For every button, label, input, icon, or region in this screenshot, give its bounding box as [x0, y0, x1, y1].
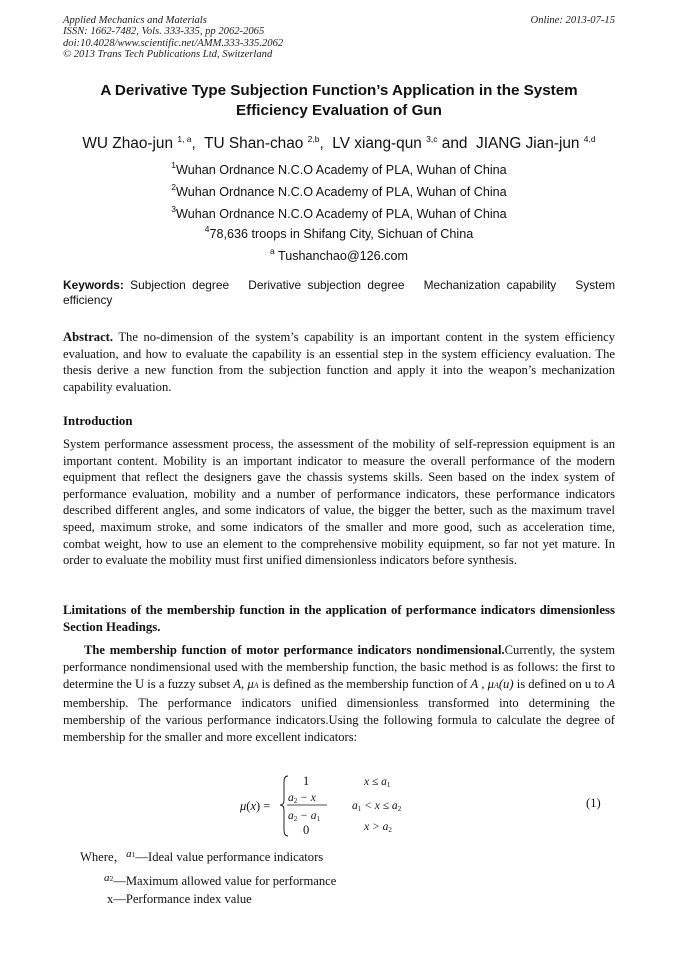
affiliation-text: Wuhan Ordnance N.C.O Academy of PLA, Wuhan of China	[176, 163, 507, 177]
case-condition: a1 < x ≤ a2	[352, 800, 402, 813]
author-mark: 4,d	[583, 134, 596, 144]
case-value: 0	[303, 823, 310, 837]
fuzzy-subset-symbol: A	[470, 677, 479, 692]
equation-lhs: μ(x) =	[240, 799, 271, 813]
affiliation-mark: 2	[171, 182, 177, 192]
case-condition: x > a2	[364, 821, 392, 834]
membership-equation	[230, 772, 430, 838]
author-separator: ,	[191, 135, 201, 152]
mu-symbol: μA(u)	[487, 677, 514, 692]
definition-text: —Performance index value	[113, 892, 252, 906]
paragraph-text: Currently, the system performance nondimensional used with the membership function, the basic method is as follows: the first to determine the U is a fuzzy subset	[63, 643, 615, 692]
definition-text: —Ideal value performance indicators	[135, 850, 324, 864]
online-date: Online: 2013-07-15	[530, 15, 615, 26]
abstract	[63, 329, 615, 395]
author-list	[50, 129, 628, 154]
affiliation-text: Wuhan Ordnance N.C.O Academy of PLA, Wuhan of China	[176, 207, 507, 221]
affiliation	[63, 221, 615, 242]
journal-name: Applied Mechanics and Materials	[63, 15, 207, 26]
symbol-a1: a1	[126, 848, 136, 860]
paragraph-text: is defined as the membership function of	[258, 677, 471, 692]
copyright-line: © 2013 Trans Tech Publications Ltd, Switzerland	[63, 49, 273, 61]
keywords-label: Keywords:	[63, 278, 124, 292]
affiliation-mark: 1	[171, 160, 177, 170]
affiliation-text: 78,636 troops in Shifang City, Sichuan of China	[209, 227, 474, 241]
abstract-text: The no-dimension of the system’s capability is an important content in the system efficiency evaluation, and how to evaluate the capability is an essential step in the system efficiency evaluation. The thesis derive a new function from the subjection function and apply it into the weapon’s mechanization capability evaluation.	[63, 330, 615, 394]
symbol-x: x	[107, 892, 114, 906]
section-heading: Limitations of the membership function in the application of performance indicators dimensionless Section Headings.	[63, 603, 615, 634]
symbol-a2: a2	[104, 872, 114, 884]
definition-text: —Maximum allowed value for performance	[113, 874, 337, 888]
keywords	[63, 278, 619, 308]
equation-brace	[280, 776, 288, 836]
keywords-text: Subjection degree Derivative subjection degree Mechanization capability System efficiency	[63, 278, 619, 307]
paragraph-lead: The membership function of motor performance indicators nondimensional.	[84, 643, 505, 657]
author-mark: 2,b	[307, 134, 320, 144]
affiliation-mark: 3	[171, 204, 177, 214]
case-value: a2 − x	[288, 792, 316, 805]
equation-number: (1)	[586, 796, 601, 810]
where-line	[107, 891, 252, 907]
journal-header	[63, 15, 615, 61]
mu-symbol: μA	[247, 677, 259, 692]
fuzzy-subset-symbol: A	[607, 677, 615, 692]
author-name: TU Shan-chao	[204, 135, 304, 152]
author-separator: ,	[319, 135, 329, 152]
affiliation	[63, 157, 615, 178]
abstract-label: Abstract.	[63, 330, 114, 344]
where-line	[104, 873, 336, 891]
paper-title: A Derivative Type Subjection Function’s Application in the System Efficiency Evaluation of Gun	[100, 82, 578, 119]
author-separator: and	[437, 135, 472, 152]
introduction-heading: Introduction	[63, 414, 133, 428]
affiliation	[63, 179, 615, 200]
where-line	[80, 849, 323, 867]
affiliation-mark: a	[270, 246, 275, 256]
author-name: JIANG Jian-jun	[476, 135, 580, 152]
affiliation-mark: 4	[204, 224, 210, 234]
email-text: Tushanchao@126.com	[274, 249, 408, 263]
author-name: LV xiang-qun	[332, 135, 422, 152]
author-name: WU Zhao-jun	[82, 135, 174, 152]
fuzzy-subset-symbol: A	[233, 677, 242, 692]
paragraph-text: membership. The performance indicators unified dimensionless transformed into determining the membership of the various performance indicators.Using the following formula to calculate the degree of membership for the smaller and more excellent indicators:	[63, 695, 615, 745]
affiliation-email	[63, 243, 615, 264]
author-mark: 3,c	[426, 134, 438, 144]
doi-line: doi:10.4028/www.scientific.net/AMM.333-335.2062	[63, 37, 284, 49]
introduction-text: System performance assessment process, the assessment of the mobility of self-repression equipment is an important content. Mobility is an important indicator to measure the overall performance of the modern equipment that reflect the designers gave the chassis systems skills. Seen based on the index system of performance evaluation, mobility and a number of performance indicators, these performance indicators described different angles, and some indicators of value, the bigger the better, such as the maximum travel speed, maximum stroke, and some indicators of the smaller and more good, such as acceleration time, combat weight, how to use an element to the comprehensive mobility equipment, so far not yet mature. In order to evaluate the mobility must first unified dimensionless indicators before synthesis.	[63, 437, 615, 568]
paragraph-text: is defined on u to	[513, 677, 608, 692]
case-condition: x ≤ a1	[364, 776, 391, 789]
issn-line: ISSN: 1662-7482, Vols. 333-335, pp 2062-2065	[63, 26, 265, 38]
affiliation	[63, 201, 615, 222]
affiliation-text: Wuhan Ordnance N.C.O Academy of PLA, Wuhan of China	[176, 185, 507, 199]
author-mark: 1, a	[177, 134, 192, 144]
case-value: a2 − a1	[288, 810, 321, 823]
section-paragraph: The membership function of motor performance indicators nondimensional.Currently, the system performance nondimensional used with the membership function, the basic method is as follows: the first to determine the U is a fuzzy subset A, μA is defined as the membership function of A , μA(u) is defined on u to A membership. The performance indicators unified dimensionless transformed into determining the membership of the various performance indicators.Using the following formula to calculate the degree of membership for the smaller and more excellent indicators:	[63, 643, 615, 745]
where-label: Where，	[80, 850, 127, 864]
case-value: 1	[303, 774, 310, 788]
